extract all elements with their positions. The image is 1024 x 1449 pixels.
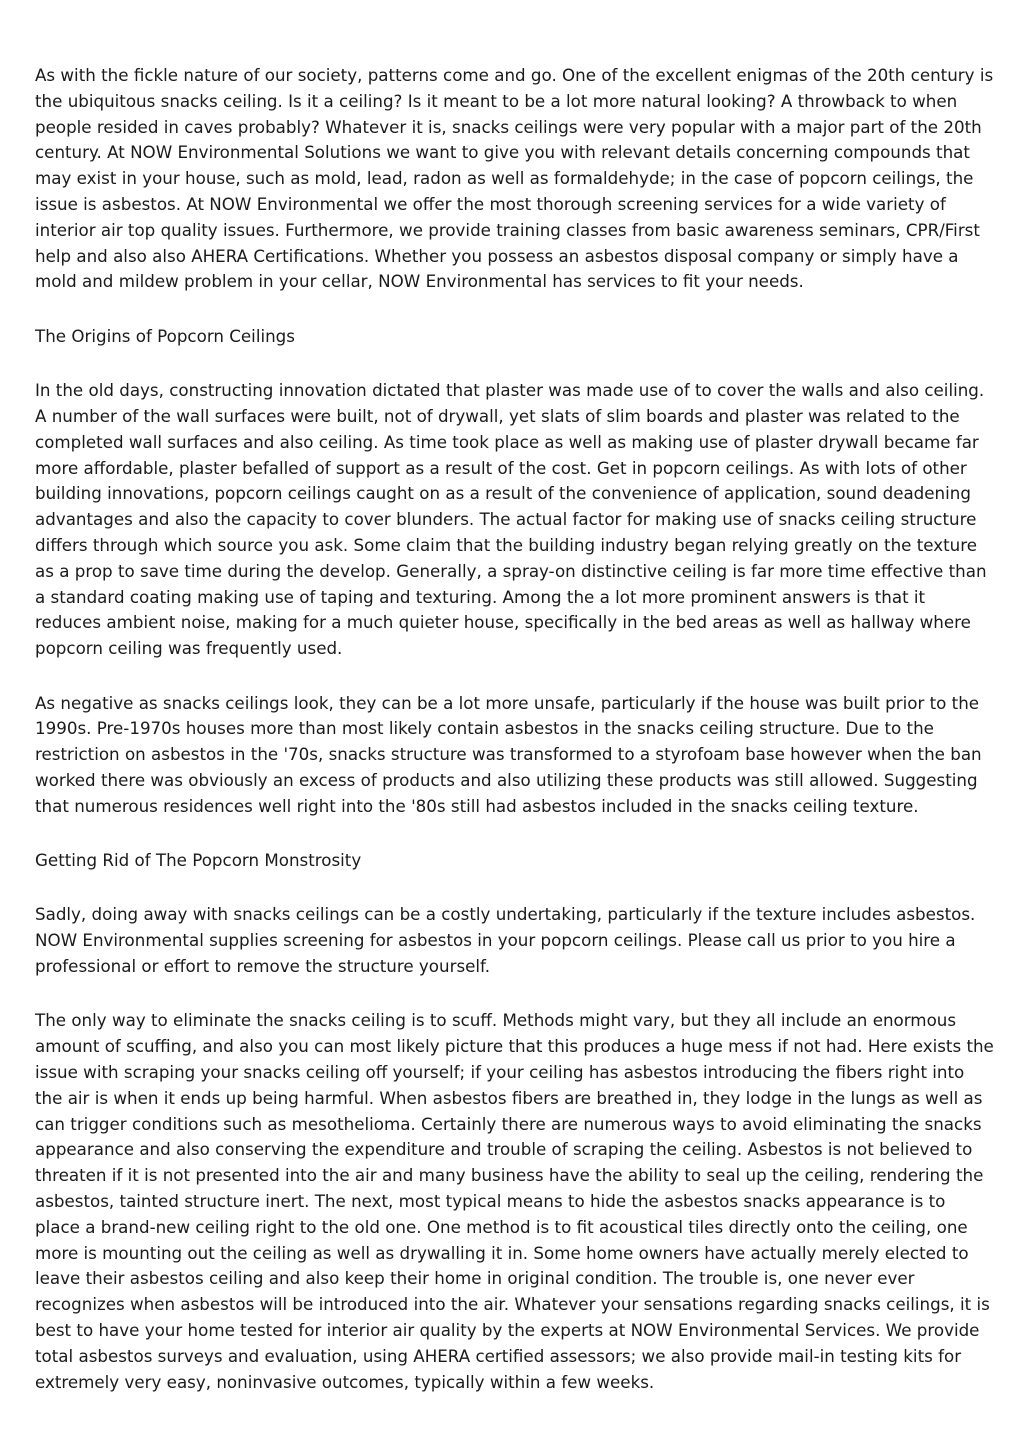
origins-paragraph: In the old days, constructing innovation dictated that plaster was made use of to cover the walls and also ceiling. A number of the wall surfaces were built, not of drywall, yet slats of slim boards and plaster was related to the completed wall surfaces and also ceiling. As time took place as well as making use of plaster drywall became far more affordable, plaster befalled of support as a result of the cost. Get in popcorn ceilings. As with lots of other building innovations, popcorn ceilings caught on as a result of the convenience of application, sound deadening advantages and also the capacity to cover blunders. The actual factor for making use of snacks ceiling structure differs through which source you ask. Some claim that the building industry began relying greatly on the texture as a prop to save time during the develop. Generally, a spray-on distinctive ceiling is far more time effective than a standard coating making use of taping and texturing. Among the a lot more prominent answers is that it reduces ambient noise, making for a much quieter house, specifically in the bed areas as well as hallway where popcorn ceiling was frequently used.: [35, 380, 987, 659]
dangers-paragraph: As negative as snacks ceilings look, they can be a lot more unsafe, particularly if the house was built prior to the 1990s. Pre-1970s houses more than most likely contain asbestos in the snacks ceiling structure. Due to the restriction on asbestos in the '70s, snacks structure was transformed to a styrofoam base however when the ban worked there was obviously an excess of products and also utilizing these products was still allowed. Suggesting that numerous residences well right into the '80s still had asbestos included in the snacks ceiling texture.: [35, 692, 982, 816]
removal-methods-paragraph: The only way to eliminate the snacks ceiling is to scuff. Methods might vary, but they all include an enormous amount of scuffing, and also you can most likely picture that this produces a huge mess if not had. Here exists the issue with scraping your snacks ceiling off yourself; if your ceiling has asbestos introducing the fibers right into the air is when it ends up being harmful. When asbestos fibers are breathed in, they lodge in the lungs as well as can trigger conditions such as mesothelioma. Certainly there are numerous ways to avoid eliminating the snacks appearance and also conserving the expenditure and trouble of scraping the ceiling. Asbestos is not believed to threaten if it is not presented into the air and many business have the ability to seal up the ceiling, rendering the asbestos, tainted structure inert. The next, most typical means to hide the asbestos snacks appearance is to place a brand-new ceiling right to the old one. One method is to fit acoustical tiles directly onto the ceiling, one more is mounting out the ceiling as well as drywalling it in. Some home owners have actually merely elected to leave their asbestos ceiling and also keep their home in original condition. The trouble is, one never ever recognizes when asbestos will be introduced into the air. Whatever your sensations regarding snacks ceilings, it is best to have your home tested for interior air quality by the experts at NOW Environmental Services. We provide total asbestos surveys and evaluation, using AHERA certified assessors; we also provide mail-in testing kits for extremely very easy, noninvasive outcomes, typically within a few weeks.: [35, 1010, 994, 1392]
removal-intro-paragraph: Sadly, doing away with snacks ceilings can be a costly undertaking, particularly if the texture includes asbestos. NOW Environmental supplies screening for asbestos in your popcorn ceilings. Please call us prior to you hire a professional or effort to remove the structure yourself.: [35, 904, 976, 977]
section-heading-origins: The Origins of Popcorn Ceilings: [35, 325, 295, 346]
section-heading-removal: Getting Rid of The Popcorn Monstrosity: [35, 850, 362, 871]
intro-paragraph: As with the fickle nature of our society, patterns come and go. One of the excellent enigmas of the 20th century is the ubiquitous snacks ceiling. Is it a ceiling? Is it meant to be a lot more natural looking? A throwback to when people resided in caves probably? Whatever it is, snacks ceilings were very popular with a major part of the 20th century. At NOW Environmental Solutions we want to give you with relevant details concerning compounds that may exist in your house, such as mold, lead, radon as well as formaldehyde; in the case of popcorn ceilings, the issue is asbestos. At NOW Environmental we offer the most thorough screening services for a wide variety of interior air top quality issues. Furthermore, we provide training classes from basic awareness seminars, CPR/First help and also also AHERA Certifications. Whether you possess an asbestos disposal company or simply have a mold and mildew problem in your cellar, NOW Environmental has services to fit your needs.: [35, 65, 994, 292]
document-body: [35, 63, 995, 1395]
